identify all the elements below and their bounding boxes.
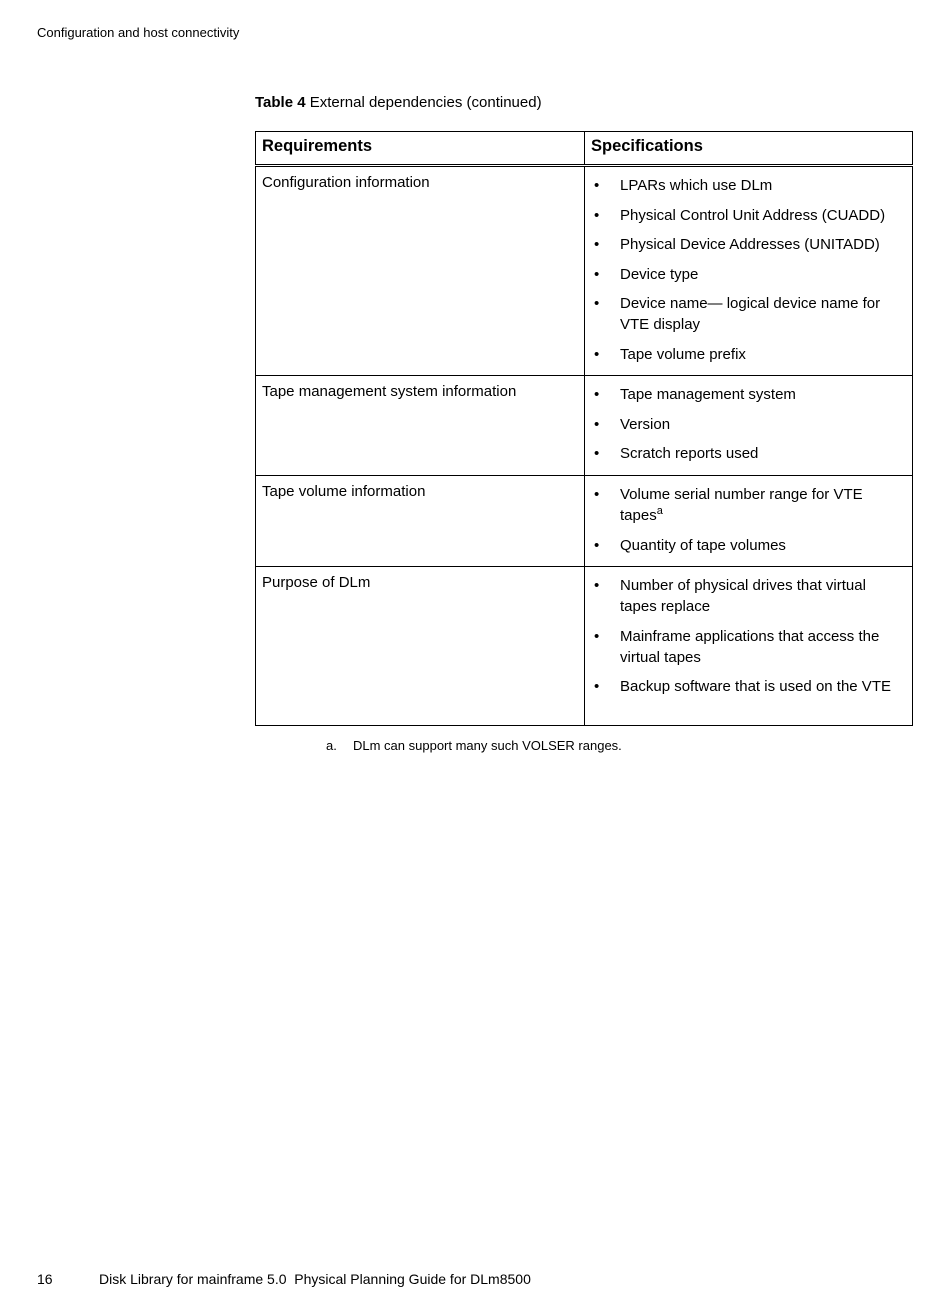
- bullet-icon: •: [594, 536, 600, 554]
- list-item: [591, 575, 902, 617]
- list-item: [591, 234, 902, 255]
- list-item: [591, 676, 902, 697]
- spec-text: Number of physical drives that virtual tapes replace: [620, 577, 866, 615]
- table-row: [256, 567, 913, 726]
- specifications-cell: [585, 376, 913, 476]
- bullet-icon: •: [594, 415, 600, 433]
- bullet-icon: •: [594, 577, 600, 594]
- list-item: [591, 344, 902, 365]
- spec-text: Device type: [620, 265, 699, 283]
- spec-list: [591, 575, 902, 697]
- list-item: [591, 264, 902, 285]
- spec-text: Physical Device Addresses (UNITADD): [620, 236, 880, 253]
- bullet-icon: •: [594, 678, 600, 695]
- bullet-icon: •: [594, 177, 600, 194]
- specifications-cell: [585, 166, 913, 376]
- list-item: [591, 175, 902, 196]
- column-header-specifications: Specifications: [585, 132, 913, 166]
- page-number: 16: [37, 1271, 53, 1287]
- table-header-row: [256, 132, 913, 166]
- spec-list: [591, 384, 902, 464]
- spec-text: Backup software that is used on the VTE: [620, 678, 891, 695]
- list-item: [591, 535, 902, 556]
- table-row: [256, 376, 913, 476]
- footnote-mark: a.: [326, 738, 337, 753]
- list-item: [591, 484, 902, 526]
- footnote-text: DLm can support many such VOLSER ranges.: [353, 738, 622, 753]
- bullet-icon: •: [594, 345, 600, 363]
- spec-text: Physical Control Unit Address (CUADD): [620, 206, 886, 224]
- bullet-icon: •: [594, 486, 600, 503]
- spec-text: Quantity of tape volumes: [620, 536, 786, 554]
- table-row: [256, 476, 913, 567]
- table-footnote: [326, 738, 622, 753]
- table-row: [256, 166, 913, 376]
- spec-text: LPARs which use DLm: [620, 177, 773, 194]
- table-caption-text: External dependencies (continued): [309, 94, 542, 111]
- bullet-icon: •: [594, 627, 600, 645]
- requirement-cell: Tape volume information: [256, 476, 585, 567]
- running-header: Configuration and host connectivity: [37, 25, 240, 40]
- list-item: [591, 384, 902, 405]
- bullet-icon: •: [594, 206, 600, 224]
- list-item: [591, 293, 902, 335]
- column-header-requirements: Requirements: [256, 132, 585, 166]
- bullet-icon: •: [594, 236, 600, 253]
- footnote-reference: a: [656, 505, 663, 517]
- bullet-icon: •: [594, 386, 600, 403]
- list-item: [591, 414, 902, 435]
- spec-text: Tape management system: [620, 386, 796, 403]
- specifications-cell: [585, 567, 913, 726]
- spec-list: [591, 484, 902, 556]
- spec-text: Version: [620, 415, 671, 433]
- requirement-cell: Purpose of DLm: [256, 567, 585, 726]
- bullet-icon: •: [594, 445, 600, 462]
- requirement-cell: Configuration information: [256, 166, 585, 376]
- requirement-cell: Tape management system information: [256, 376, 585, 476]
- spec-text: Volume serial number range for VTE tapes: [620, 486, 863, 524]
- spec-text: Tape volume prefix: [620, 345, 746, 363]
- spec-text: Mainframe applications that access the virtual tapes: [620, 627, 880, 666]
- document-title: Disk Library for mainframe 5.0 Physical Planning Guide for DLm8500: [99, 1271, 531, 1287]
- table-caption-label: Table 4: [255, 94, 306, 111]
- page-footer: [37, 1271, 531, 1287]
- bullet-icon: •: [594, 265, 600, 283]
- list-item: [591, 443, 902, 464]
- list-item: [591, 626, 902, 668]
- table-caption: [255, 94, 542, 111]
- external-dependencies-table: [255, 131, 913, 726]
- spec-list: [591, 175, 902, 365]
- spec-text: Device name— logical device name for VTE display: [620, 295, 881, 333]
- bullet-icon: •: [594, 295, 600, 312]
- specifications-cell: [585, 476, 913, 567]
- list-item: [591, 205, 902, 226]
- spec-text: Scratch reports used: [620, 445, 759, 462]
